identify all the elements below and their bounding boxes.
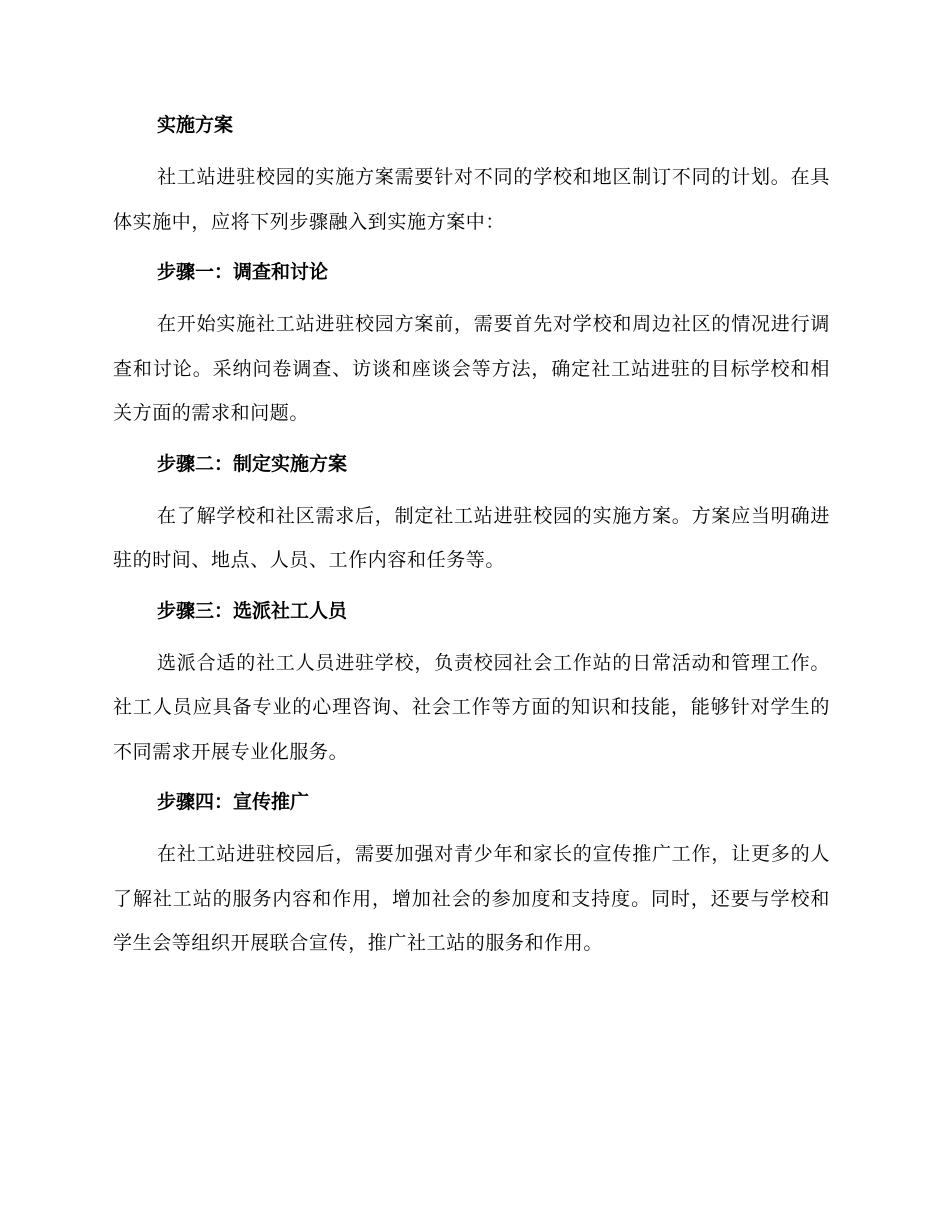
step-4-paragraph: 在社工站进驻校园后，需要加强对青少年和家长的宣传推广工作，让更多的人了解社工站的服务内容和作用，增加社会的参加度和支持度。同时，还要与学校和学生会等组织开展联合宣传，推广社工站的服务和作用。 — [113, 843, 830, 954]
intro-paragraph: 社工站进驻校园的实施方案需要针对不同的学校和地区制订不同的计划。在具体实施中，应将下列步骤融入到实施方案中： — [113, 166, 830, 233]
step-1-paragraph: 在开始实施社工站进驻校园方案前，需要首先对学校和周边社区的情况进行调查和讨论。采纳问卷调查、访谈和座谈会等方法，确定社工站进驻的目标学校和相关方面的需求和问题。 — [113, 313, 830, 424]
step-2-paragraph: 在了解学校和社区需求后，制定社工站进驻校园的实施方案。方案应当明确进驻的时间、地点、人员、工作内容和任务等。 — [113, 504, 830, 571]
step-2-heading: 步骤二：制定实施方案 — [157, 452, 348, 475]
document-body — [113, 110, 830, 966]
step-3-paragraph: 选派合适的社工人员进驻学校，负责校园社会工作站的日常活动和管理工作。社工人员应具备专业的心理咨询、社会工作等方面的知识和技能，能够针对学生的不同需求开展专业化服务。 — [113, 651, 830, 763]
step-3-heading: 步骤三：选派社工人员 — [157, 599, 348, 622]
step-4-heading: 步骤四：宣传推广 — [157, 791, 310, 813]
document-title: 实施方案 — [157, 114, 234, 136]
step-1-heading: 步骤一：调查和讨论 — [157, 261, 329, 283]
